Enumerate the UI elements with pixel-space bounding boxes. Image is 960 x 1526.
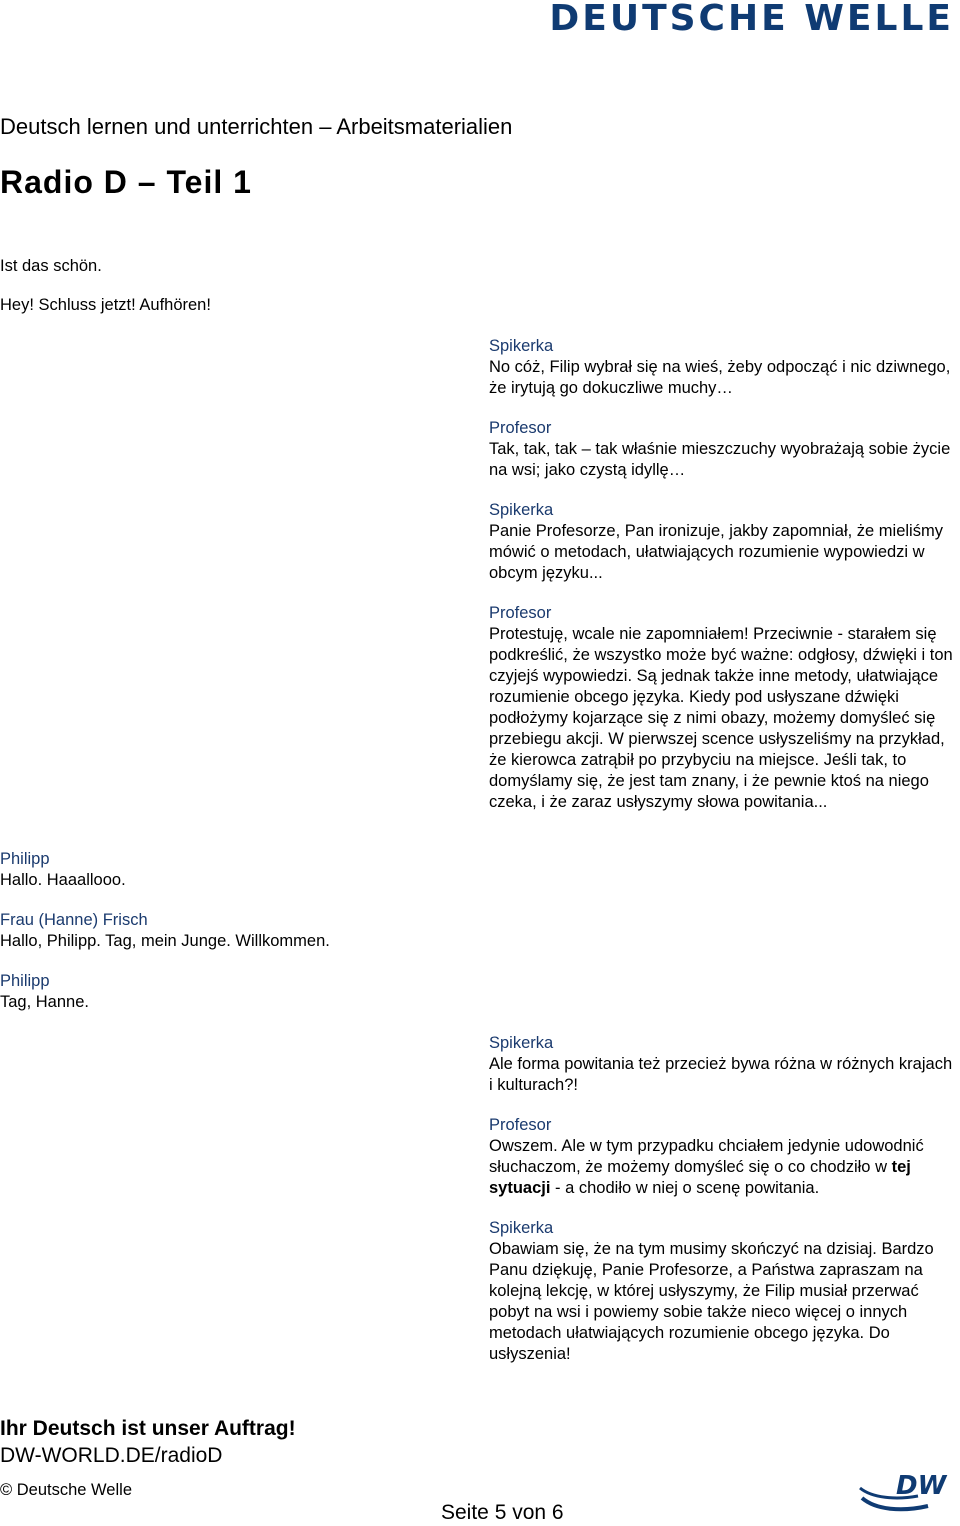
dialogue-block <box>489 418 955 481</box>
speaker-name: Frau (Hanne) Frisch <box>0 911 148 929</box>
speaker-name: Spikerka <box>489 501 554 519</box>
dialogue-block <box>489 500 955 584</box>
speech-text <box>489 1136 955 1199</box>
page-number: Seite 5 von 6 <box>441 1501 564 1524</box>
speech-text: Hallo, Philipp. Tag, mein Junge. Willkommen. <box>0 932 330 950</box>
speech-text: Hallo. Haaallooo. <box>0 871 126 889</box>
footer-copyright: © Deutsche Welle <box>0 1481 132 1499</box>
speaker-name: Philipp <box>0 850 50 868</box>
dialogue-block <box>0 910 440 952</box>
intro-line: Hey! Schluss jetzt! Aufhören! <box>0 296 211 314</box>
speaker-name: Spikerka <box>489 1219 554 1237</box>
speech-text: No cóż, Filip wybrał się na wieś, żeby odpocząć i nic dziwnego, że irytują go dokuczliwe muchy… <box>489 358 951 397</box>
footer-slogan: Ihr Deutsch ist unser Auftrag! <box>0 1417 296 1440</box>
speech-text: Obawiam się, że na tym musimy skończyć na dzisiaj. Bardzo Panu dziękuję, Panie Profesorze, a Państwa zapraszam na kolejną lekcję, w której usłyszymy, że Filip musiał przerwać pobyt na wsi i powiemy sobie także nieco więcej o innych metodach ułatwiających rozumienie obcego języka. Do usłyszenia! <box>489 1240 934 1363</box>
emphasized-phrase: tej sytuacji <box>489 1158 911 1197</box>
footer-url[interactable]: DW-WORLD.DE/radioD <box>0 1444 223 1467</box>
speech-text: Tag, Hanne. <box>0 993 89 1011</box>
speech-text-part: Owszem. Ale w tym przypadku chciałem jedynie udowodnić słuchaczom, że możemy domyśleć się o co chodziło w <box>489 1137 924 1176</box>
dialogue-block <box>489 1218 955 1365</box>
document-subtitle: Deutsch lernen und unterrichten – Arbeitsmaterialien <box>0 114 513 139</box>
dialogue-block <box>489 336 955 399</box>
dialogue-column-left <box>0 849 440 1032</box>
dw-logo-text: DW <box>896 1471 947 1501</box>
speech-text: Protestuję, wcale nie zapomniałem! Przeciwnie - starałem się podkreślić, że wszystko może być ważne: odgłosy, dźwięki i ton czyjejś wypowiedzi. Są jednak także inne metody, ułatwiające rozumienie obcego języka. Kiedy pod usłyszane dźwięki podłożymy kojarzące się z nimi obazy, możemy domyśleć się przebiegu akcji. W pierwszej scence usłyszeliśmy na przykład, że kierowca zatrąbił po przybyciu na miejsce. Jeśli tak, to domyślamy się, że jest tam znany, i że pewnie ktoś na niego czeka, i że zaraz usłyszymy słowa powitania... <box>489 625 953 811</box>
document-title: Radio D – Teil 1 <box>0 164 252 200</box>
intro-line: Ist das schön. <box>0 257 102 275</box>
speaker-name: Profesor <box>489 419 552 437</box>
speech-text: Tak, tak, tak – tak właśnie mieszczuchy wyobrażają sobie życie na wsi; jako czystą idyllę… <box>489 440 951 479</box>
speaker-name: Spikerka <box>489 337 554 355</box>
dialogue-block <box>0 971 440 1013</box>
dialogue-column-right-1 <box>489 336 955 832</box>
dialogue-block <box>489 1033 955 1096</box>
dialogue-block <box>0 849 440 891</box>
dialogue-block <box>489 1115 955 1199</box>
dialogue-column-right-2 <box>489 1033 955 1384</box>
speaker-name: Philipp <box>0 972 50 990</box>
dw-logo-icon <box>858 1468 954 1512</box>
speech-text: Ale forma powitania też przecież bywa różna w różnych krajach i kulturach?! <box>489 1055 953 1094</box>
speaker-name: Spikerka <box>489 1034 554 1052</box>
dialogue-block <box>489 603 955 813</box>
speaker-name: Profesor <box>489 1116 552 1134</box>
speech-text: Panie Profesorze, Pan ironizuje, jakby zapomniał, że mieliśmy mówić o metodach, ułatwiających rozumienie wypowiedzi w obcym języku... <box>489 522 943 582</box>
brand-wordmark: DEUTSCHE WELLE <box>549 0 954 39</box>
speech-text-part: - a chodiło w niej o scenę powitania. <box>550 1179 820 1197</box>
speaker-name: Profesor <box>489 604 552 622</box>
